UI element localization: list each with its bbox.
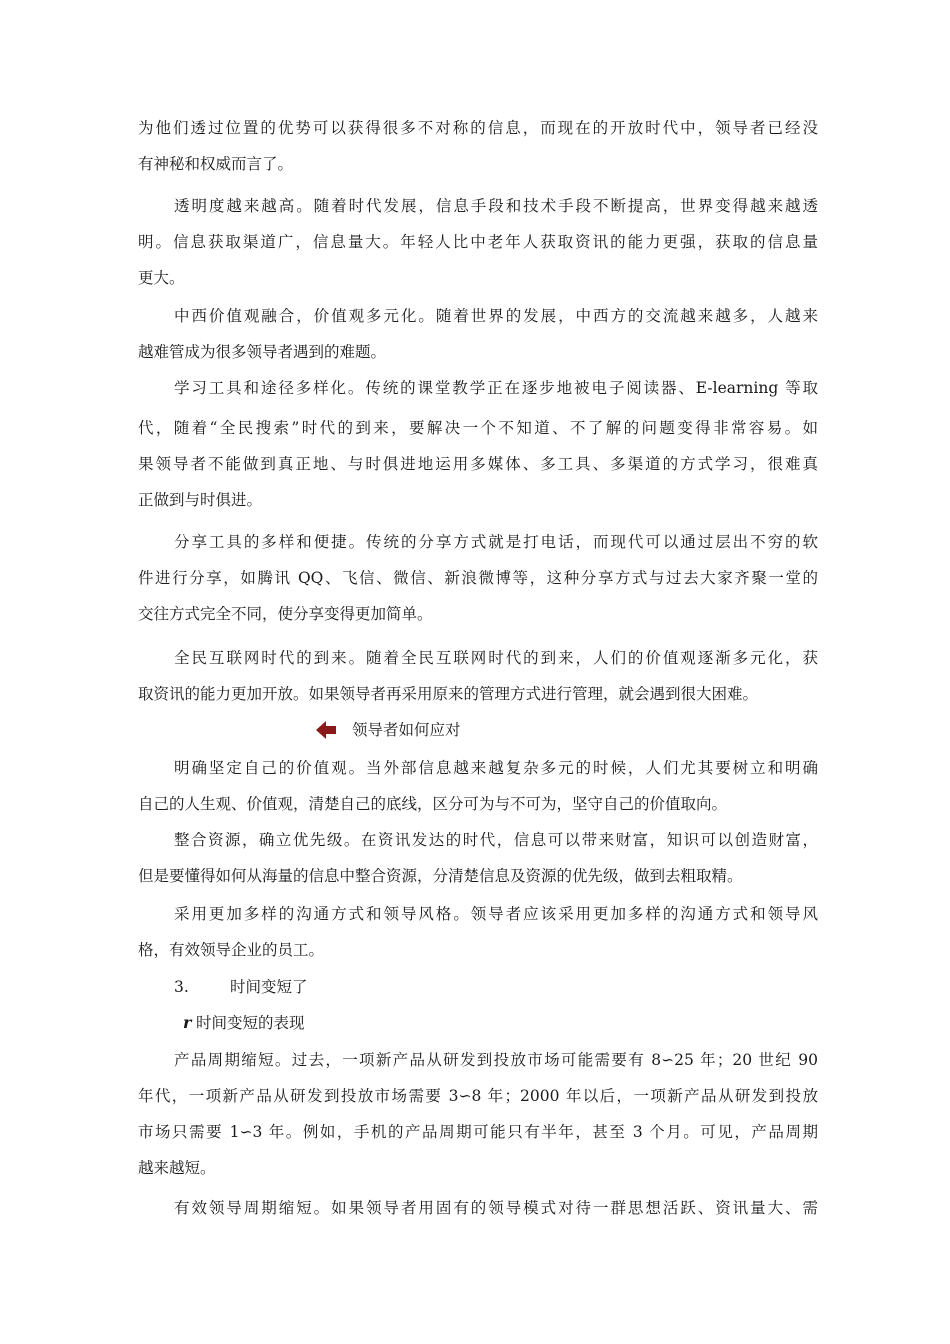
paragraph-line: 明。信息获取渠道广，信息量大。年轻人比中老年人获取资讯的能力更强，获取的信息量 — [138, 233, 818, 251]
arrow-bullet-icon — [316, 721, 336, 739]
paragraph-line: 代，随着“全民搜索”时代的到来，要解决一个不知道、不了解的问题变得非常容易。如 — [138, 419, 818, 437]
paragraph-line: 为他们透过位置的优势可以获得很多不对称的信息，而现在的开放时代中，领导者已经没 — [138, 119, 818, 137]
paragraph-line: 越难管成为很多领导者遇到的难题。 — [138, 343, 387, 361]
paragraph-line: 正做到与时俱进。 — [138, 491, 263, 509]
paragraph-line: 中西价值观融合，价值观多元化。随着世界的发展，中西方的交流越来越多，人越来 — [174, 307, 818, 325]
paragraph-line: 产品周期缩短。过去，一项新产品从研发到投放市场可能需要有 8∽25 年；20 世纪 90 — [174, 1051, 818, 1069]
paragraph-line: 明确坚定自己的价值观。当外部信息越来越复杂多元的时候，人们尤其要树立和明确 — [174, 759, 818, 777]
paragraph-line: 自己的人生观、价值观，清楚自己的底线，区分可为与不可为，坚守自己的价值取向。 — [138, 795, 728, 813]
section-title: 时间变短了 — [230, 978, 308, 996]
paragraph-line: 有神秘和权威而言了。 — [138, 155, 294, 173]
paragraph-line: 取资讯的能力更加开放。如果领导者再采用原来的管理方式进行管理，就会遇到很大困难。 — [138, 685, 759, 703]
paragraph-line: 年代，一项新产品从研发到投放市场需要 3∽8 年；2000 年以后，一项新产品从研发到投放 — [138, 1087, 818, 1105]
paragraph-line: 透明度越来越高。随着时代发展，信息手段和技术手段不断提高，世界变得越来越透 — [174, 197, 818, 215]
paragraph-line: 果领导者不能做到真正地、与时俱进地运用多媒体、多工具、多渠道的方式学习，很难真 — [138, 455, 818, 473]
paragraph-line: 市场只需要 1∽3 年。例如，手机的产品周期可能只有半年，甚至 3 个月。可见，产品周期 — [138, 1123, 818, 1141]
paragraph-line: 格，有效领导企业的员工。 — [138, 941, 325, 959]
subheading-response: 领导者如何应对 — [352, 721, 461, 739]
paragraph-line: 越来越短。 — [138, 1159, 216, 1177]
paragraph-line: 件进行分享，如腾讯 QQ、飞信、微信、新浪微博等，这种分享方式与过去大家齐聚一堂的 — [138, 569, 818, 587]
paragraph-line: 分享工具的多样和便捷。传统的分享方式就是打电话，而现代可以通过层出不穷的软 — [174, 533, 818, 551]
paragraph-line: 但是要懂得如何从海量的信息中整合资源，分清楚信息及资源的优先级，做到去粗取精。 — [138, 867, 743, 885]
paragraph-line: 有效领导周期缩短。如果领导者用固有的领导模式对待一群思想活跃、资讯量大、需 — [174, 1199, 818, 1217]
paragraph-line: 采用更加多样的沟通方式和领导风格。领导者应该采用更加多样的沟通方式和领导风 — [174, 905, 818, 923]
subheading-time-shortening: 时间变短的表现 — [196, 1014, 305, 1032]
subheading-marker: r — [183, 1013, 192, 1032]
paragraph-line: 交往方式完全不同，使分享变得更加简单。 — [138, 605, 433, 623]
paragraph-line: 学习工具和途径多样化。传统的课堂教学正在逐步地被电子阅读器、E-learning 等取 — [174, 379, 818, 397]
paragraph-line: 更大。 — [138, 269, 185, 287]
paragraph-line: 整合资源，确立优先级。在资讯发达的时代，信息可以带来财富，知识可以创造财富， — [174, 831, 818, 849]
section-number: 3. — [174, 978, 189, 996]
paragraph-line: 全民互联网时代的到来。随着全民互联网时代的到来，人们的价值观逐渐多元化，获 — [174, 649, 818, 667]
